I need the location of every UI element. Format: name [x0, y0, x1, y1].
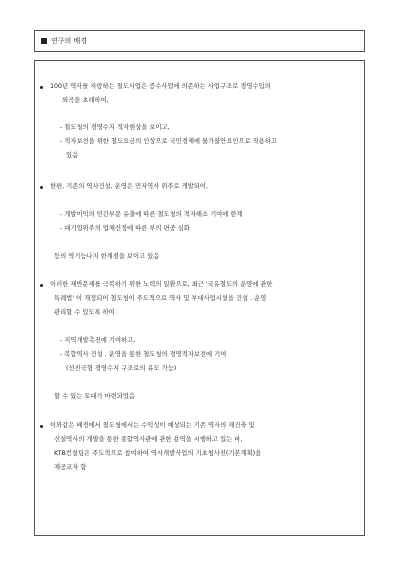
bullet-icon — [40, 86, 43, 89]
sub-item: - 지역개발촉진에 기여하고, — [60, 337, 136, 344]
paragraph-line: KTB컨설팅은 주도적으로 참여하여 역사개발사업의 기초청사진(기본계획)을 — [54, 450, 262, 457]
bullet-icon — [40, 186, 43, 189]
paragraph-line: 이러한 제반문제를 극복하기 위한 노력의 일환으로, 최근 '국유철도의 운영에 관한 — [50, 281, 273, 288]
bullet-icon — [40, 284, 43, 287]
sub-item-continuation: (선진국형 경영수지 구조로의 유도 가능) — [66, 365, 177, 372]
section-title: 연구의 배경 — [51, 37, 88, 45]
paragraph-line: 신설역사의 개발을 통한 종합역사관에 관한 용역을 시행하고 있는 바, — [54, 436, 243, 443]
sub-item: - 개발이익의 민간부문 유출에 따른 철도청의 적자해소 기여에 한계 — [60, 211, 243, 218]
paragraph-line: 특례법' 이 개정되어 철도청이 주도적으로 역사 및 부대사업시설을 건설 . 운영 — [54, 295, 267, 302]
bullet-icon — [40, 425, 43, 428]
paragraph-line: 외곡을 초래하여, — [62, 97, 109, 104]
paragraph-line: 할 수 있는 토대가 마련되었음 — [54, 393, 135, 400]
sub-item: - 철도청의 경영수지 적자현상을 보이고, — [60, 124, 170, 131]
paragraph-line: 한편, 기존의 역사건설, 운영은 민자역사 위주로 개발되어, — [50, 183, 208, 190]
paragraph-line: 제공코자 함 — [54, 464, 87, 471]
section-header — [34, 30, 365, 52]
paragraph-line: 관리할 수 있도록 하여 — [54, 309, 115, 316]
square-bullet-icon — [41, 38, 47, 44]
sub-item: - 복합역사 건설 . 운영을 통한 철도청의 경영적자보전에 기여 — [60, 351, 227, 358]
sub-item: - 대기업위주의 업체선정에 따른 부의 편중 심화 — [60, 225, 190, 232]
paragraph-line: 이와같은 배경에서 철도청에서는 수익성이 예상되는 기존 역사의 재건축 및 — [50, 422, 255, 429]
sub-item-continuation: 있음 — [66, 152, 79, 159]
sub-item: - 적자보전을 위한 철도요금의 인상으로 국민경제에 물가불안요인으로 작용하고 — [60, 138, 278, 145]
paragraph-line: 100년 역사를 자랑하는 철도사업은 증수사업에 의존하는 사업구조로 경영수입의 — [50, 83, 271, 90]
paragraph-line: 등의 역기능나지 한계점을 보이고 있음 — [54, 253, 160, 260]
